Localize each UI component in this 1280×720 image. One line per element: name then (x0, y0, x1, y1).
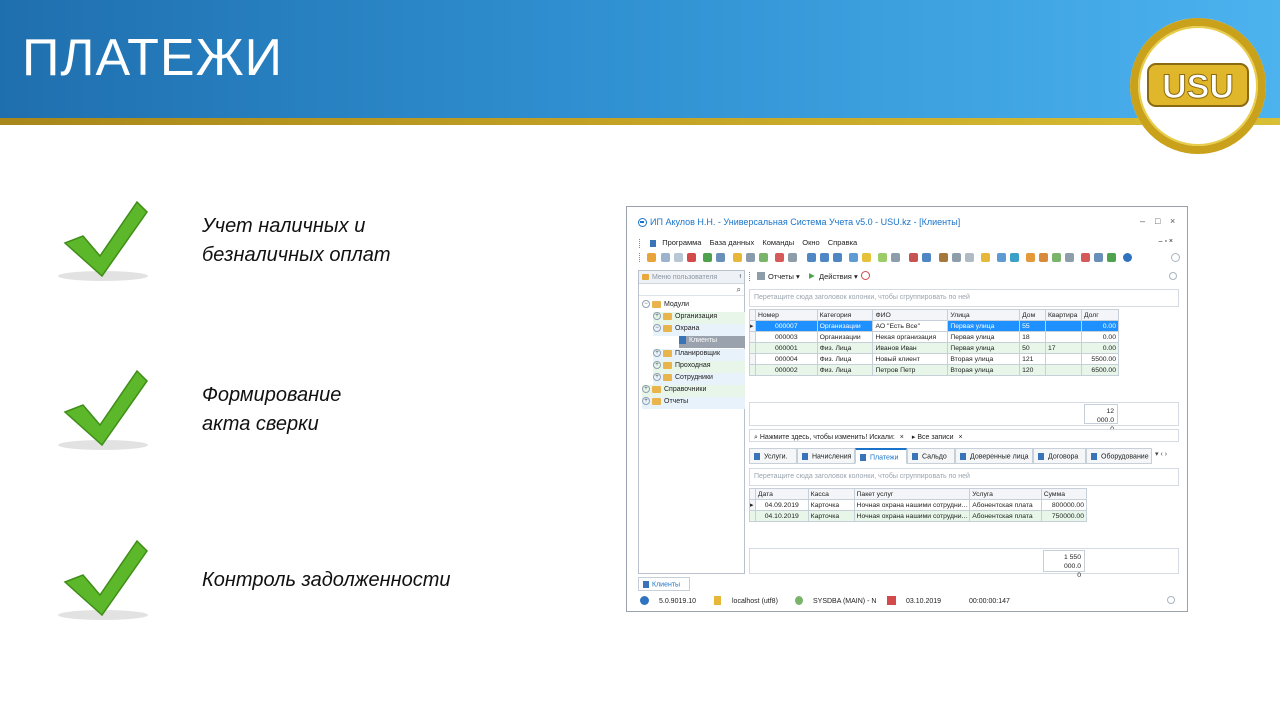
tree-label: Сотрудники (675, 373, 713, 381)
menu-help[interactable]: Справка (827, 238, 858, 247)
cell: 000007 (755, 321, 817, 332)
bullet-1-line2: безналичных оплат (202, 244, 391, 266)
toolbar-delete-icon[interactable] (687, 253, 696, 262)
col-house[interactable]: Дом (1020, 310, 1046, 321)
table-icon (754, 453, 760, 460)
toolbar-grip (749, 272, 752, 281)
cell: Организации (817, 321, 873, 332)
col-service[interactable]: Услуга (970, 489, 1041, 500)
col-date[interactable]: Дата (755, 489, 808, 500)
toolbar-clock-icon[interactable] (965, 253, 974, 262)
menu-database[interactable]: База данных (709, 238, 755, 247)
menu-app-icon (650, 240, 656, 247)
expand-icon[interactable]: + (653, 373, 661, 381)
close-button[interactable]: × (1170, 216, 1176, 226)
toolbar-window-icon[interactable] (909, 253, 918, 262)
table-icon (960, 453, 966, 460)
folder-icon (652, 386, 661, 393)
expand-icon[interactable]: + (642, 397, 650, 405)
toolbar-flag-icon[interactable] (775, 253, 784, 262)
tab-label: Начисления (812, 453, 852, 461)
table-header-row (750, 310, 1119, 321)
usu-logo (1126, 16, 1270, 156)
folder-icon (663, 325, 672, 332)
cell: 04.09.2019 (755, 500, 808, 511)
status-db: localhost (utf8) (732, 598, 778, 605)
expand-icon[interactable]: + (653, 349, 661, 357)
tree-label: Модули (664, 300, 690, 308)
user-menu-panel (638, 270, 745, 574)
cell: Первая улица (948, 343, 1020, 354)
toolbar-forward-icon[interactable] (820, 253, 829, 262)
cell: 000003 (755, 332, 817, 343)
calendar-icon (887, 596, 896, 605)
tree-label: Организация (675, 312, 718, 320)
col-apartment[interactable]: Квартира (1046, 310, 1082, 321)
folder-icon (663, 313, 672, 320)
cell: АО "Есть Все" (873, 321, 948, 332)
tab-payments[interactable] (855, 448, 907, 464)
folder-icon (652, 398, 661, 405)
cell: 750000.00 (1041, 511, 1086, 522)
table-icon (912, 453, 918, 460)
table-icon (860, 454, 866, 461)
table-row[interactable] (750, 354, 1119, 365)
slide-title: ПЛАТЕЖИ (22, 29, 283, 87)
info-icon (640, 596, 649, 605)
maximize-button[interactable]: □ (1155, 216, 1161, 226)
cell: Новый клиент (873, 354, 948, 365)
cell: Первая улица (948, 321, 1020, 332)
bullet-1-line1: Учет наличных и (202, 215, 366, 237)
group-by-panel[interactable]: Перетащите сюда заголовок колонки, чтобы сгруппировать по ней (749, 289, 1179, 307)
check-icon (55, 537, 195, 627)
tree-item-staff[interactable] (653, 373, 745, 385)
col-cashbox[interactable]: Касса (808, 489, 854, 500)
col-category[interactable]: Категория (817, 310, 873, 321)
cell (1046, 365, 1082, 376)
user-icon (795, 596, 803, 605)
tab-scroll-buttons[interactable]: ▾ ‹ › (1155, 451, 1168, 458)
clients-total-value: 12 000.0 (1096, 408, 1114, 424)
user-menu-header (639, 271, 744, 284)
cell: Карточка (808, 511, 854, 522)
clients-total (1084, 404, 1118, 424)
actions-dropdown[interactable]: Действия ▾ (819, 272, 858, 281)
cell: 04.10.2019 (755, 511, 808, 522)
filter-text[interactable]: Нажмите здесь, чтобы изменить! Искали: (759, 434, 895, 441)
search-icon[interactable]: ⌕ (736, 285, 741, 294)
menu-grip (639, 239, 642, 248)
collapse-icon[interactable]: − (653, 324, 661, 332)
row-indicator: ▸ (750, 500, 756, 511)
status-version: 5.0.9019.10 (659, 598, 696, 605)
table-row[interactable] (750, 321, 1119, 332)
folder-icon (652, 301, 661, 308)
cell (1046, 321, 1082, 332)
cell: Организации (817, 332, 873, 343)
folder-icon (663, 362, 672, 369)
toolbar-table-icon[interactable] (1081, 253, 1090, 262)
tab-charges[interactable] (797, 448, 855, 464)
tab-label: Доверенные лица (970, 453, 1029, 461)
toolbar-up-icon[interactable] (833, 253, 842, 262)
minimize-button[interactable]: – (1140, 216, 1146, 226)
folder-icon (663, 350, 672, 357)
col-fio[interactable]: ФИО (873, 310, 948, 321)
toolbar-lock-icon[interactable] (1039, 253, 1048, 262)
expand-icon[interactable]: + (653, 312, 661, 320)
tree-item-references[interactable] (642, 385, 745, 397)
menu-commands[interactable]: Команды (762, 238, 795, 247)
status-time: 00:00:00:147 (969, 598, 1010, 605)
cell (1046, 354, 1082, 365)
cell: Вторая улица (948, 354, 1020, 365)
status-bar (627, 592, 1187, 611)
tab-label: Оборудование (1101, 453, 1149, 461)
cell: 000001 (755, 343, 817, 354)
cell: Иванов Иван (873, 343, 948, 354)
tree-item-organization[interactable] (653, 312, 745, 324)
toolbar-first-icon[interactable] (849, 253, 858, 262)
cell: 121 (1020, 354, 1046, 365)
mdi-controls[interactable]: – ▫ × (1158, 238, 1173, 245)
database-icon (714, 596, 721, 605)
tab-label: Сальдо (922, 453, 947, 461)
cell: 18 (1020, 332, 1046, 343)
tab-trustees[interactable] (955, 448, 1033, 464)
tree-item-planner[interactable] (653, 349, 745, 361)
app-icon (638, 218, 647, 227)
header-stripe (0, 118, 1280, 125)
toolbar-folder-icon[interactable] (1026, 253, 1035, 262)
table-icon (679, 336, 686, 344)
bullet-2 (202, 381, 341, 439)
bullet-3-line1: Контроль задолженности (202, 569, 451, 591)
stop-icon[interactable] (861, 271, 870, 280)
clients-table (749, 309, 1119, 376)
reports-dropdown[interactable]: Отчеты ▾ (768, 272, 800, 281)
app-window (626, 206, 1188, 612)
cell: Ночная охрана нашими сотрудни... (854, 500, 970, 511)
cell: 000002 (755, 365, 817, 376)
row-indicator: ▸ (750, 321, 756, 332)
filter-bar[interactable] (749, 429, 1179, 442)
toolbar-play-icon[interactable] (1107, 253, 1116, 262)
col-debt[interactable]: Долг (1082, 310, 1119, 321)
cell: 0.00 (1082, 321, 1119, 332)
toolbar-print-icon[interactable] (891, 253, 900, 262)
toolbar-refresh-icon[interactable] (703, 253, 712, 262)
table-icon (643, 581, 649, 588)
menu-program[interactable]: Программа (662, 238, 702, 247)
arrow-icon: ▸ (911, 434, 916, 441)
toolbar-group-icon[interactable] (759, 253, 768, 262)
folder-icon (663, 374, 672, 381)
cell: Физ. Лица (817, 354, 873, 365)
tab-services[interactable] (749, 448, 797, 464)
collapse-icon[interactable]: − (642, 300, 650, 308)
expand-icon[interactable]: + (653, 361, 661, 369)
tree-label: Клиенты (689, 336, 718, 344)
cell: Вторая улица (948, 365, 1020, 376)
pin-icon[interactable]: ᵻ (739, 273, 741, 280)
tree-label: Отчеты (664, 397, 689, 405)
cell: Абонентская плата (970, 511, 1041, 522)
table-header-row (750, 489, 1087, 500)
table-icon (1038, 453, 1044, 460)
cell: 5500.00 (1082, 354, 1119, 365)
table-row[interactable] (750, 511, 1087, 522)
col-package[interactable]: Пакет услуг (854, 489, 970, 500)
payments-total-count: 0 (1077, 572, 1081, 579)
col-street[interactable]: Улица (948, 310, 1020, 321)
toolbar-book-icon[interactable] (939, 253, 948, 262)
toolbar-back-icon[interactable] (807, 253, 816, 262)
cell (1046, 332, 1082, 343)
cell: 0.00 (1082, 343, 1119, 354)
cell: 0.00 (1082, 332, 1119, 343)
tree-item-checkpoint[interactable] (653, 361, 745, 373)
cell: 55 (1020, 321, 1046, 332)
cell: 800000.00 (1041, 500, 1086, 511)
cell: 50 (1020, 343, 1046, 354)
detail-tabs (749, 448, 1179, 464)
toolbar-tools-icon[interactable] (1065, 253, 1074, 262)
payments-table (749, 488, 1087, 522)
cell: 000004 (755, 354, 817, 365)
user-menu-title: Меню пользователя (652, 274, 718, 281)
toolbar-search-icon[interactable] (716, 253, 725, 262)
search-icon: ⌕ (754, 434, 760, 441)
remove-filter-icon[interactable]: × (958, 434, 963, 441)
cell: Петров Петр (873, 365, 948, 376)
payments-total (1043, 550, 1085, 579)
toolbar-settings-icon[interactable] (952, 253, 961, 262)
tab-label: Клиенты (652, 581, 681, 589)
table-icon (802, 453, 808, 460)
tab-contracts[interactable] (1033, 448, 1086, 464)
toolbar-grip (639, 253, 642, 262)
bullet-2-line2: акта сверки (202, 413, 319, 435)
table-row[interactable] (750, 500, 1087, 511)
sidebar-search-input[interactable] (639, 284, 744, 296)
cell: Первая улица (948, 332, 1020, 343)
table-row[interactable] (750, 332, 1119, 343)
window-title: ИП Акулов Н.Н. - Универсальная Система Учета v5.0 - USU.kz - [Клиенты] (650, 217, 961, 227)
tab-clients-window[interactable] (638, 577, 690, 591)
payments-total-value: 1 550 000.0 (1063, 554, 1081, 570)
cell: Физ. Лица (817, 365, 873, 376)
table-row[interactable] (750, 365, 1119, 376)
payments-group-by-panel[interactable]: Перетащите сюда заголовок колонки, чтобы сгруппировать по ней (749, 468, 1179, 486)
toolbar-info-icon[interactable] (1123, 253, 1132, 262)
close-panel-icon[interactable] (1169, 272, 1177, 280)
cell: 17 (1046, 343, 1082, 354)
cell: Некая организация (873, 332, 948, 343)
toolbar-filter-icon[interactable] (733, 253, 742, 262)
tree-item-clients[interactable] (679, 336, 745, 348)
toolbar-chart-icon[interactable] (1010, 253, 1019, 262)
toolbar-note-icon[interactable] (862, 253, 871, 262)
all-records-filter[interactable]: Все записи (917, 434, 954, 441)
menu-bar (639, 238, 1184, 250)
tab-label: Договора (1048, 453, 1079, 461)
report-icon (757, 272, 765, 280)
status-date: 03.10.2019 (906, 598, 942, 605)
toolbar-globe-icon[interactable] (997, 253, 1006, 262)
table-icon (1091, 453, 1097, 460)
toolbar-bulb-icon[interactable] (981, 253, 990, 262)
tab-balance[interactable] (907, 448, 955, 464)
expand-icon[interactable]: + (642, 385, 650, 393)
menu-window[interactable]: Окно (802, 238, 820, 247)
payments-footer (749, 548, 1179, 574)
tab-equipment[interactable] (1086, 448, 1152, 464)
cell: Физ. Лица (817, 343, 873, 354)
toolbar-sort-icon[interactable] (746, 253, 755, 262)
check-icon (55, 198, 195, 288)
tree-item-security[interactable] (653, 324, 745, 336)
tab-label: Платежи (870, 454, 899, 462)
bullet-2-line1: Формирование (202, 384, 342, 406)
status-close-icon[interactable] (1167, 596, 1175, 604)
col-number[interactable]: Номер (755, 310, 817, 321)
cell: Карточка (808, 500, 854, 511)
logo-text: USU (1162, 68, 1234, 106)
toolbar-edit-icon[interactable] (674, 253, 683, 262)
check-icon (55, 367, 195, 457)
toolbar-doc-icon[interactable] (878, 253, 887, 262)
window-titlebar[interactable] (627, 207, 1187, 237)
cell: Ночная охрана нашими сотрудни... (854, 511, 970, 522)
status-user: SYSDBA (MAIN) - N (813, 598, 877, 605)
col-amount[interactable]: Сумма (1041, 489, 1086, 500)
toolbar-mail-icon[interactable] (1094, 253, 1103, 262)
tree-label: Справочники (664, 385, 707, 393)
toolbar-copy-icon[interactable] (661, 253, 670, 262)
play-icon: ▶ (809, 271, 815, 280)
toolbar-close-icon[interactable] (1171, 253, 1180, 262)
cell: 120 (1020, 365, 1046, 376)
table-row[interactable] (750, 343, 1119, 354)
tree-label: Планировщик (675, 349, 721, 357)
toolbar-new-icon[interactable] (647, 253, 656, 262)
tab-label: Услуги. (764, 453, 788, 461)
bullet-1 (202, 212, 391, 270)
tree-label: Охрана (675, 324, 700, 332)
bullet-3 (202, 566, 451, 595)
tree-label: Проходная (675, 361, 711, 369)
content-toolbar (749, 270, 1179, 284)
tree-item-reports[interactable] (642, 397, 745, 409)
toolbar-users-icon[interactable] (1052, 253, 1061, 262)
toolbar-export-icon[interactable] (788, 253, 797, 262)
tree-item-modules[interactable] (642, 300, 689, 312)
main-toolbar (639, 252, 1184, 266)
cell: 6500.00 (1082, 365, 1119, 376)
clear-filter-icon[interactable]: × (899, 434, 904, 441)
cell: Абонентская плата (970, 500, 1041, 511)
toolbar-calendar-icon[interactable] (922, 253, 931, 262)
